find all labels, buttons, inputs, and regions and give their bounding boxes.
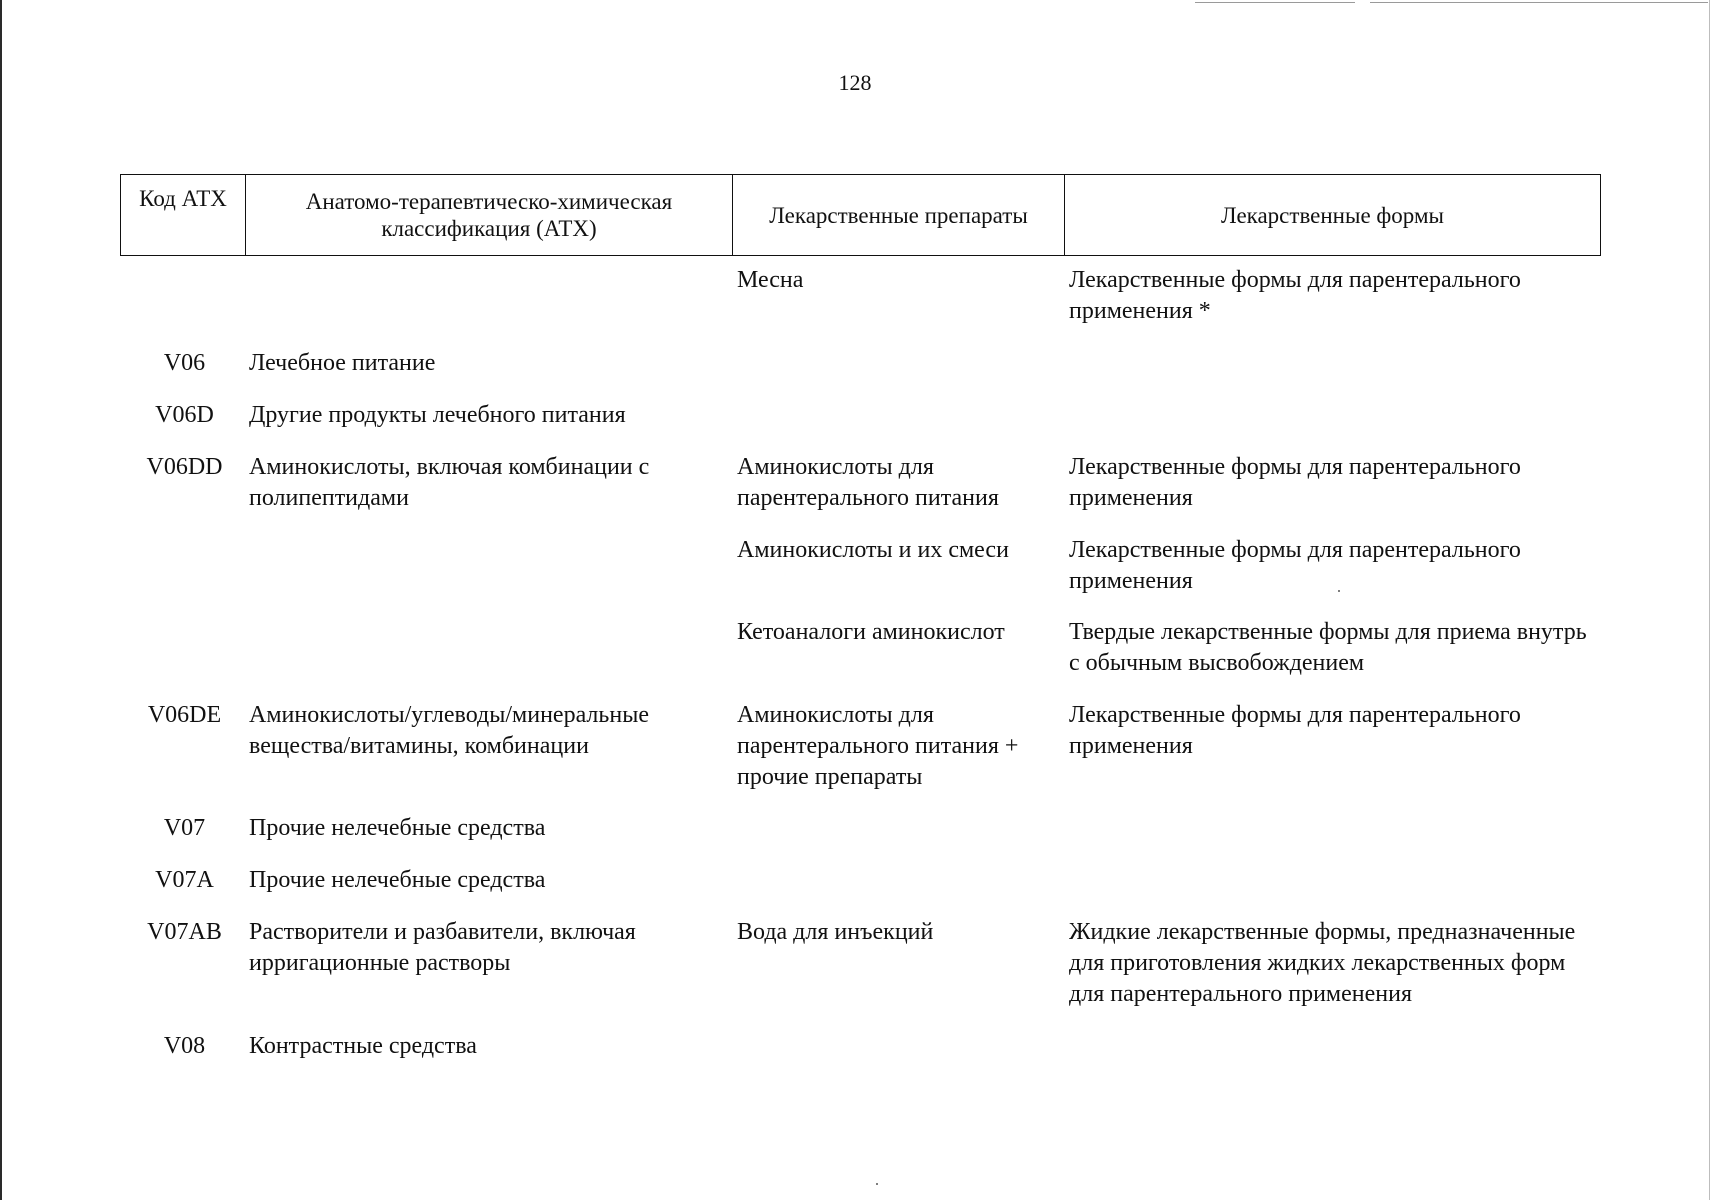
cell-code: V08 [163,1033,206,1059]
cell-form [1064,1031,1601,1062]
page-number: 128 [838,70,872,95]
cell-code [120,617,245,679]
table-row [120,917,1601,1010]
cell-code [120,265,245,327]
cell-code: V06DD [146,454,223,480]
cell-code: V07 [163,815,206,841]
cell-drug: Вода для инъекций [737,919,934,945]
cell-classification: Контрастные средства [249,1033,477,1059]
table-row [120,348,1601,379]
cell-form [1064,865,1601,896]
header-classification: Анатомо-терапевтическо-химическая классификация (АТХ) [246,175,733,255]
cell-drug: Аминокислоты и их смеси [737,537,1009,563]
cell-form: Лекарственные формы для парентерального применения [1069,537,1521,594]
cell-drug [732,400,1064,431]
scan-mark [1195,2,1355,3]
cell-code: V07A [155,867,214,893]
cell-drug [732,813,1064,844]
header-code: Код АТХ [121,175,246,255]
table-row [120,535,1601,597]
cell-form: Лекарственные формы для парентерального применения * [1069,267,1521,324]
cell-form: Лекарственные формы для парентерального применения [1069,702,1521,759]
cell-form [1064,400,1601,431]
cell-code: V06DE [147,702,222,728]
table-header [120,174,1601,256]
cell-code: V07AB [147,919,222,945]
table-row [120,700,1601,793]
cell-code: V06D [155,402,214,428]
cell-classification: Лечебное питание [249,350,436,376]
cell-drug [732,1031,1064,1062]
table-row [120,865,1601,896]
cell-drug: Аминокислоты для парентерального питания [737,454,999,511]
scan-speck [876,1183,878,1185]
cell-classification [245,265,732,327]
cell-form: Жидкие лекарственные формы, предназначенные для приготовления жидких лекарственных форм для парентерального применения [1069,919,1576,1007]
cell-classification: Аминокислоты, включая комбинации с полипептидами [249,454,650,511]
cell-code [120,535,245,597]
cell-classification [245,535,732,597]
page-left-edge [0,0,2,1200]
scan-mark [1370,2,1708,3]
cell-form [1064,813,1601,844]
cell-form: Твердые лекарственные формы для приема внутрь с обычным высвобождением [1069,619,1587,676]
cell-drug: Кетоаналоги аминокислот [737,619,1005,645]
cell-form: Лекарственные формы для парентерального применения [1069,454,1521,511]
table-row [120,452,1601,514]
cell-drug: Аминокислоты для парентерального питания + прочие препараты [737,702,1019,790]
header-forms: Лекарственные формы [1221,202,1444,228]
cell-classification: Прочие нелечебные средства [249,815,546,841]
cell-code: V06 [163,350,206,376]
cell-drug [732,865,1064,896]
table-row [120,617,1601,679]
cell-classification [245,617,732,679]
cell-classification: Аминокислоты/углеводы/минеральные вещества/витамины, комбинации [249,702,649,759]
scan-speck [1338,590,1340,592]
header-drugs: Лекарственные препараты [733,175,1065,255]
cell-drug: Месна [737,267,804,293]
table-row [120,1031,1601,1062]
table-body [120,256,1601,1062]
table-row [120,265,1601,327]
table-row [120,400,1601,431]
cell-classification: Растворители и разбавители, включая ирригационные растворы [249,919,636,976]
cell-form [1064,348,1601,379]
cell-classification: Прочие нелечебные средства [249,867,546,893]
cell-classification: Другие продукты лечебного питания [249,402,626,428]
table-row [120,813,1601,844]
cell-drug [732,348,1064,379]
